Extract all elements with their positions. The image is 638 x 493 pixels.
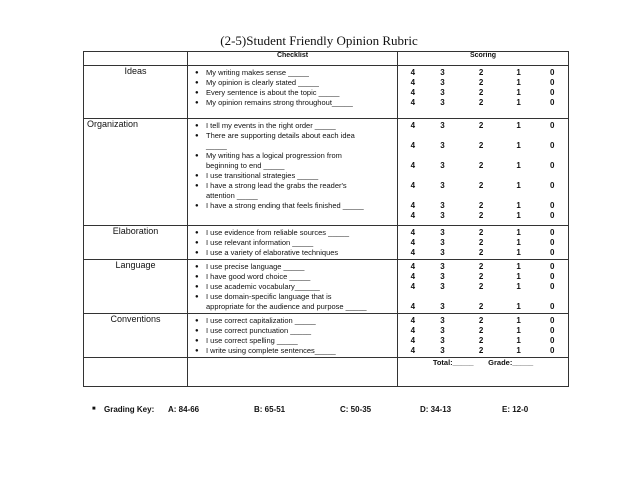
list-item: appropriate for the audience and purpose _____ (206, 302, 367, 311)
score-row: 4 3 2 1 0 (410, 141, 555, 150)
list-item: ● Every sentence is about the topic _____ (195, 88, 340, 97)
bullet-icon: ● (195, 183, 199, 189)
table-row (84, 260, 569, 314)
score-row: 4 3 2 1 0 (410, 181, 555, 190)
totals-cell (398, 358, 569, 387)
scoring-header: Scoring (398, 52, 569, 66)
grade-field: Grade:_____ (488, 358, 534, 367)
list-item: ● There are supporting details about each idea (195, 131, 355, 140)
category-organization: Organization (84, 119, 188, 226)
list-item: ● I use precise language _____ (195, 262, 305, 271)
bullet-icon: ● (195, 123, 199, 129)
scoring-cell (398, 66, 569, 119)
list-item: ● I use transitional strategies _____ (195, 171, 319, 180)
empty-cell (84, 358, 188, 387)
list-item: ● I have a strong ending that feels finished _____ (195, 201, 364, 210)
category-elaboration: Elaboration (84, 226, 188, 260)
category-conventions: Conventions (84, 314, 188, 358)
list-item: ● My writing makes sense _____ (195, 68, 309, 77)
totals-row (84, 358, 569, 387)
rubric-table (83, 51, 569, 387)
score-row: 4 3 2 1 0 (410, 326, 555, 335)
score-row: 4 3 2 1 0 (410, 211, 555, 220)
bullet-icon: ● (195, 100, 199, 106)
scoring-cell (398, 314, 569, 358)
list-item: ● I use correct spelling _____ (195, 336, 298, 345)
scoring-cell (398, 119, 569, 226)
bullet-icon: ● (195, 274, 199, 280)
bullet-icon: ● (195, 173, 199, 179)
total-field: Total:_____ (432, 358, 474, 367)
bullet-icon: ● (195, 294, 199, 300)
bullet-icon: ● (195, 133, 199, 139)
score-row: 4 3 2 1 0 (410, 68, 555, 77)
table-row (84, 66, 569, 119)
bullet-icon: ● (195, 203, 199, 209)
list-item: ● I use academic vocabulary______ (195, 282, 320, 291)
score-row: 4 3 2 1 0 (410, 238, 555, 247)
list-item: ● I use domain-specific language that is (195, 292, 332, 301)
score-row: 4 3 2 1 0 (410, 201, 555, 210)
list-item: ● I have good word choice _____ (195, 272, 311, 281)
bullet-icon: ● (195, 250, 199, 256)
bullet-icon: ● (195, 90, 199, 96)
scoring-cell (398, 260, 569, 314)
checklist-header: Checklist (188, 52, 398, 66)
empty-cell (188, 358, 398, 387)
bullet-icon: ● (195, 318, 199, 324)
table-row (84, 226, 569, 260)
list-item: beginning to end _____ (206, 161, 285, 170)
list-item: ● I use evidence from reliable sources _____ (195, 228, 349, 237)
list-item: ● My writing has a logical progression from (195, 151, 342, 160)
bullet-icon: ● (195, 338, 199, 344)
score-row: 4 3 2 1 0 (410, 121, 555, 130)
bullet-icon: ● (195, 80, 199, 86)
grade-d: D: 34-13 (420, 405, 452, 414)
score-row: 4 3 2 1 0 (410, 248, 555, 257)
category-header (84, 52, 188, 66)
score-row: 4 3 2 1 0 (410, 316, 555, 325)
list-item: ● I have a strong lead the grabs the reader's (195, 181, 347, 190)
bullet-icon: ● (195, 240, 199, 246)
list-item: _____ (206, 141, 227, 150)
grade-b: B: 65-51 (254, 405, 286, 414)
list-item: ● My opinion is clearly stated _____ (195, 78, 319, 87)
checklist-cell (188, 66, 398, 119)
score-row: 4 3 2 1 0 (410, 262, 555, 271)
list-item: ● I tell my events in the right order _____ (195, 121, 336, 130)
category-ideas: Ideas (84, 66, 188, 119)
score-row: 4 3 2 1 0 (410, 336, 555, 345)
list-item: ● My opinion remains strong throughout_____ (195, 98, 353, 107)
table-row (84, 314, 569, 358)
list-item: ● I use a variety of elaborative techniques (195, 248, 339, 257)
list-item: ● I write using complete sentences_____ (195, 346, 336, 355)
bullet-icon: ● (195, 284, 199, 290)
checklist-cell (188, 260, 398, 314)
scoring-cell (398, 226, 569, 260)
category-language: Language (84, 260, 188, 314)
list-item: ● I use correct capitalization _____ (195, 316, 316, 325)
score-row: 4 3 2 1 0 (410, 302, 555, 311)
list-item: ● I use correct punctuation _____ (195, 326, 312, 335)
page-title: (2-5)Student Friendly Opinion Rubric (220, 33, 418, 48)
score-row: 4 3 2 1 0 (410, 272, 555, 281)
score-row: 4 3 2 1 0 (410, 282, 555, 291)
bullet-icon: ● (195, 153, 199, 159)
score-row: 4 3 2 1 0 (410, 98, 555, 107)
header-row (84, 52, 569, 66)
bullet-icon: ● (195, 230, 199, 236)
grade-a: A: 84-66 (168, 405, 200, 414)
list-item: ● I use relevant information _____ (195, 238, 314, 247)
score-row: 4 3 2 1 0 (410, 88, 555, 97)
bullet-icon: ■ (92, 406, 96, 412)
grade-e: E: 12-0 (502, 405, 529, 414)
bullet-icon: ● (195, 70, 199, 76)
checklist-cell (188, 226, 398, 260)
grading-key (92, 405, 572, 414)
score-row: 4 3 2 1 0 (410, 346, 555, 355)
grade-c: C: 50-35 (340, 405, 372, 414)
table-row (84, 119, 569, 226)
checklist-cell (188, 119, 398, 226)
score-row: 4 3 2 1 0 (410, 228, 555, 237)
checklist-cell (188, 314, 398, 358)
grading-key-label: Grading Key: (104, 405, 155, 414)
score-row: 4 3 2 1 0 (410, 78, 555, 87)
bullet-icon: ● (195, 328, 199, 334)
bullet-icon: ● (195, 264, 199, 270)
score-row: 4 3 2 1 0 (410, 161, 555, 170)
bullet-icon: ● (195, 348, 199, 354)
list-item: attention _____ (206, 191, 258, 200)
